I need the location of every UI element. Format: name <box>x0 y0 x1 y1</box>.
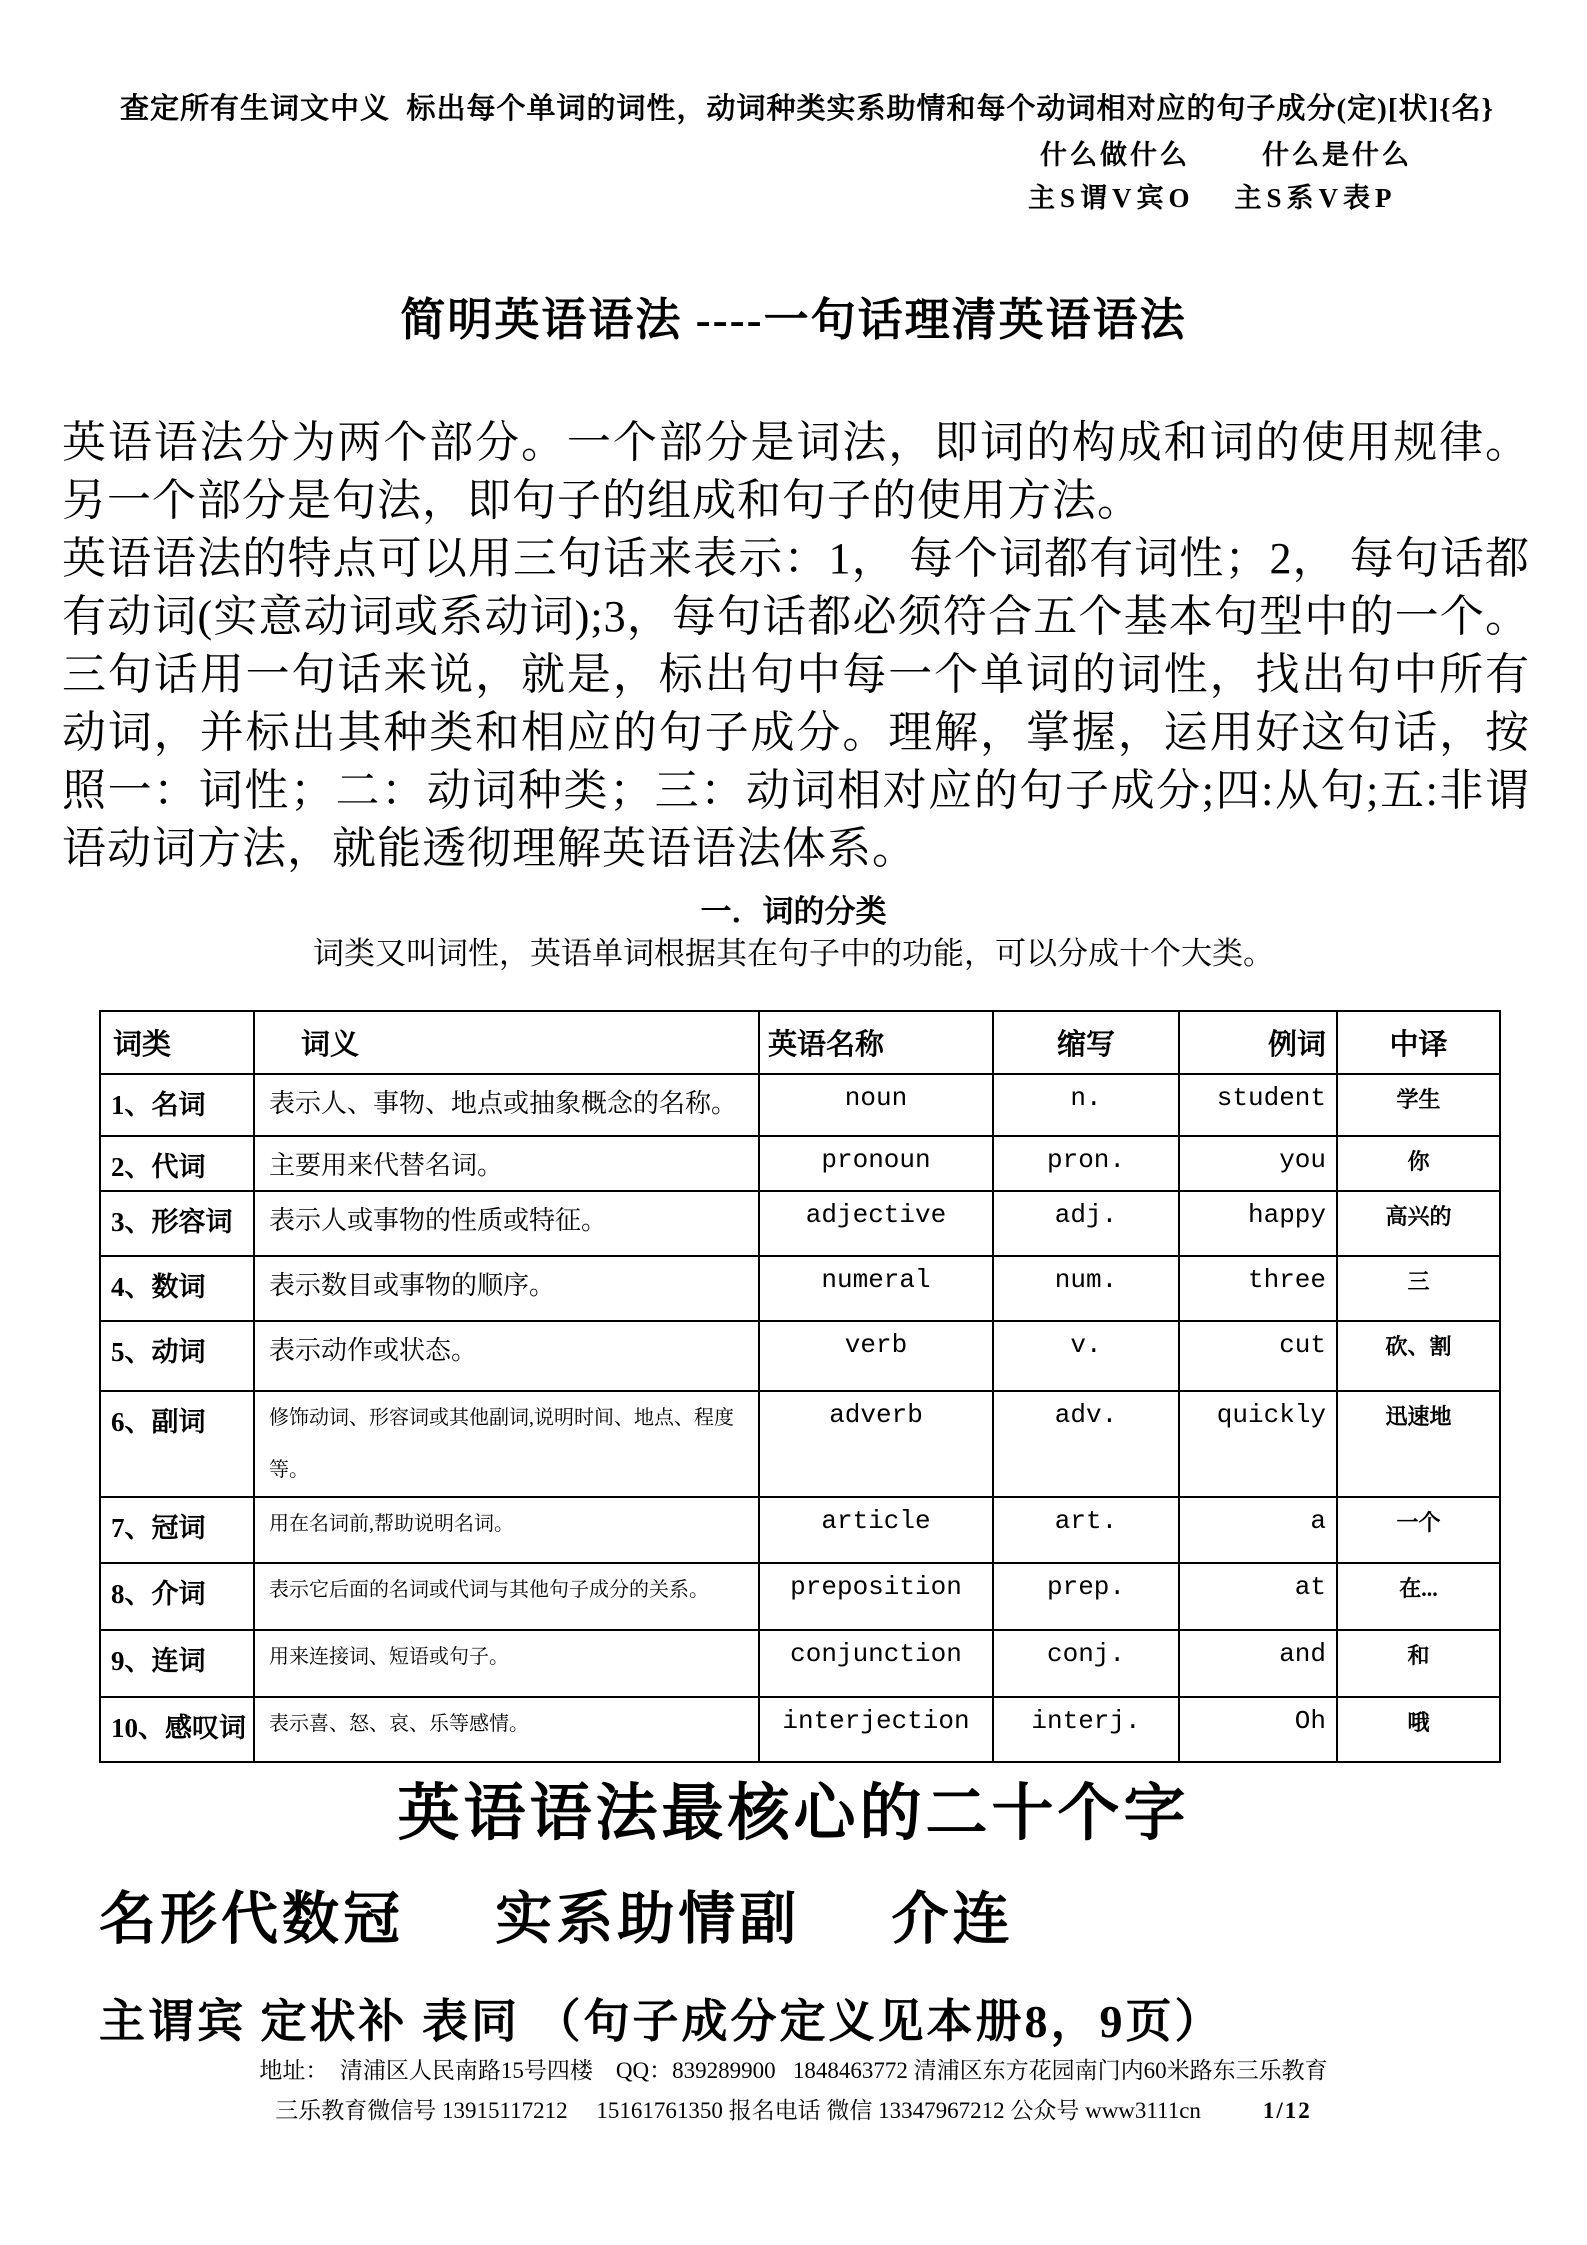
footer-contact-text: 三乐教育微信号 13915117212 15161761350 报名电话 微信 13347967212 公众号 www3111cn <box>275 2098 1201 2123</box>
table-cell: 3、形容词 <box>100 1191 254 1256</box>
table-cell: 表示喜、怒、哀、乐等感情。 <box>254 1697 759 1762</box>
core-word-classes-line: 名形代数冠 实系助情副 介连 <box>99 1888 1014 1951</box>
table-body <box>100 1074 1500 1762</box>
table-row <box>100 1630 1500 1697</box>
table-cell: 高兴的 <box>1337 1191 1500 1256</box>
table-cell: Oh <box>1179 1697 1337 1762</box>
table-row <box>100 1563 1500 1630</box>
table-cell: n. <box>993 1074 1179 1136</box>
pattern-do-label: 什么做什么 <box>1040 140 1190 170</box>
table-cell: adjective <box>759 1191 993 1256</box>
core-twenty-headline: 英语语法最核心的二十个字 <box>397 1780 1190 1848</box>
column-header-3: 缩写 <box>993 1011 1179 1074</box>
table-cell: 8、介词 <box>100 1563 254 1630</box>
intro-paragraph-1: 英语语法分为两个部分。一个部分是词法，即词的构成和词的使用规律。另一个部分是句法，即句子的组成和句子的使用方法。 <box>62 418 1530 525</box>
table-cell: 4、数词 <box>100 1256 254 1321</box>
table-cell: 哦 <box>1337 1697 1500 1762</box>
page-number: 1/12 <box>1262 2098 1312 2123</box>
table-cell: 2、代词 <box>100 1136 254 1191</box>
table-header-row <box>100 1011 1500 1074</box>
table-cell: numeral <box>759 1256 993 1321</box>
table-cell: num. <box>993 1256 1179 1321</box>
footer-contact-line <box>0 2092 1587 2125</box>
table-cell: 1、名词 <box>100 1074 254 1136</box>
table-cell: v. <box>993 1321 1179 1391</box>
page-title: 简明英语语法 ----一句话理清英语语法 <box>400 295 1187 345</box>
table-cell: verb <box>759 1321 993 1391</box>
table-cell: a <box>1179 1497 1337 1563</box>
table-cell: 在... <box>1337 1563 1500 1630</box>
table-cell: 表示动作或状态。 <box>254 1321 759 1391</box>
intro-text <box>62 414 1530 878</box>
table-cell: 和 <box>1337 1630 1500 1697</box>
table-cell: 9、连词 <box>100 1630 254 1697</box>
table-cell: 5、动词 <box>100 1321 254 1391</box>
table-cell: interjection <box>759 1697 993 1762</box>
table-cell: pron. <box>993 1136 1179 1191</box>
table-cell: adv. <box>993 1391 1179 1497</box>
table-cell: 6、副词 <box>100 1391 254 1497</box>
word-classes-table <box>99 1010 1501 1763</box>
table-cell: adj. <box>993 1191 1179 1256</box>
table-cell: adverb <box>759 1391 993 1497</box>
table-cell: 用在名词前,帮助说明名词。 <box>254 1497 759 1563</box>
intro-paragraph-2: 英语语法的特点可以用三句话来表示：1， 每个词都有词性；2， 每句话都有动词(实意动词或系动词);3，每句话都必须符合五个基本句型中的一个。三句话用一句话来说，就是，标出句中每一个单词的词性，找出句中所有动词，并标出其种类和相应的句子成分。理解，掌握，运用好这句话，按照一：词性；二：动词种类；三：动词相对应的句子成分;四:从句;五:非谓语动词方法，就能透彻理解英语语法体系。 <box>62 534 1530 873</box>
column-header-0: 词类 <box>100 1011 254 1074</box>
table-cell: 一个 <box>1337 1497 1500 1563</box>
table-row <box>100 1191 1500 1256</box>
table-cell: 你 <box>1337 1136 1500 1191</box>
table-row <box>100 1321 1500 1391</box>
table-row <box>100 1391 1500 1497</box>
table-cell: 用来连接词、短语或句子。 <box>254 1630 759 1697</box>
table-cell: you <box>1179 1136 1337 1191</box>
top-annotation <box>120 86 1520 215</box>
table-cell: three <box>1179 1256 1337 1321</box>
column-header-2: 英语名称 <box>759 1011 993 1074</box>
table-cell: 迅速地 <box>1337 1391 1500 1497</box>
top-annotation-line1: 查定所有生词文中义 标出每个单词的词性，动词种类实系助情和每个动词相对应的句子成分(定)[状]{名} <box>120 93 1494 125</box>
table-cell: 修饰动词、形容词或其他副词,说明时间、地点、程度等。 <box>254 1391 759 1497</box>
table-cell: article <box>759 1497 993 1563</box>
table-cell: 表示人、事物、地点或抽象概念的名称。 <box>254 1074 759 1136</box>
section-subheading: 词类又叫词性，英语单词根据其在句子中的功能，可以分成十个大类。 <box>313 936 1274 971</box>
table-cell: pronoun <box>759 1136 993 1191</box>
table-cell: 10、感叹词 <box>100 1697 254 1762</box>
table-cell: art. <box>993 1497 1179 1563</box>
table-cell: 学生 <box>1337 1074 1500 1136</box>
table-cell: at <box>1179 1563 1337 1630</box>
table-cell: quickly <box>1179 1391 1337 1497</box>
table-cell: 三 <box>1337 1256 1500 1321</box>
table-cell: prep. <box>993 1563 1179 1630</box>
table-cell: cut <box>1179 1321 1337 1391</box>
table-row <box>100 1074 1500 1136</box>
table-cell: and <box>1179 1630 1337 1697</box>
table-cell: student <box>1179 1074 1337 1136</box>
top-annotation-line2 <box>1040 133 1520 172</box>
table-cell: preposition <box>759 1563 993 1630</box>
table-cell: conj. <box>993 1630 1179 1697</box>
table-cell: noun <box>759 1074 993 1136</box>
table-cell: 表示人或事物的性质或特征。 <box>254 1191 759 1256</box>
footer-address-line: 地址： 清浦区人民南路15号四楼 QQ：839289900 1848463772 清浦区东方花园南门内60米路东三乐教育 <box>259 2058 1328 2083</box>
table-row <box>100 1497 1500 1563</box>
table-cell: happy <box>1179 1191 1337 1256</box>
top-annotation-line3 <box>1028 176 1520 215</box>
page-footer <box>0 2052 1587 2125</box>
core-sentence-parts-line: 主谓宾 定状补 表同 （句子成分定义见本册8，9页） <box>99 1996 1224 2047</box>
table-row <box>100 1256 1500 1321</box>
table-cell: conjunction <box>759 1630 993 1697</box>
svp-formula: 主S系V表P <box>1234 183 1397 213</box>
svo-formula: 主S谓V宾O <box>1028 183 1195 213</box>
table-row <box>100 1136 1500 1191</box>
table-cell: 主要用来代替名词。 <box>254 1136 759 1191</box>
column-header-4: 例词 <box>1179 1011 1337 1074</box>
pattern-be-label: 什么是什么 <box>1262 140 1412 170</box>
column-header-1: 词义 <box>254 1011 759 1074</box>
table-row <box>100 1697 1500 1762</box>
table-cell: 砍、割 <box>1337 1321 1500 1391</box>
column-header-5: 中译 <box>1337 1011 1500 1074</box>
section-heading: 一．词的分类 <box>700 894 887 929</box>
table-cell: 表示数目或事物的顺序。 <box>254 1256 759 1321</box>
table-cell: 7、冠词 <box>100 1497 254 1563</box>
table-cell: 表示它后面的名词或代词与其他句子成分的关系。 <box>254 1563 759 1630</box>
table-cell: interj. <box>993 1697 1179 1762</box>
